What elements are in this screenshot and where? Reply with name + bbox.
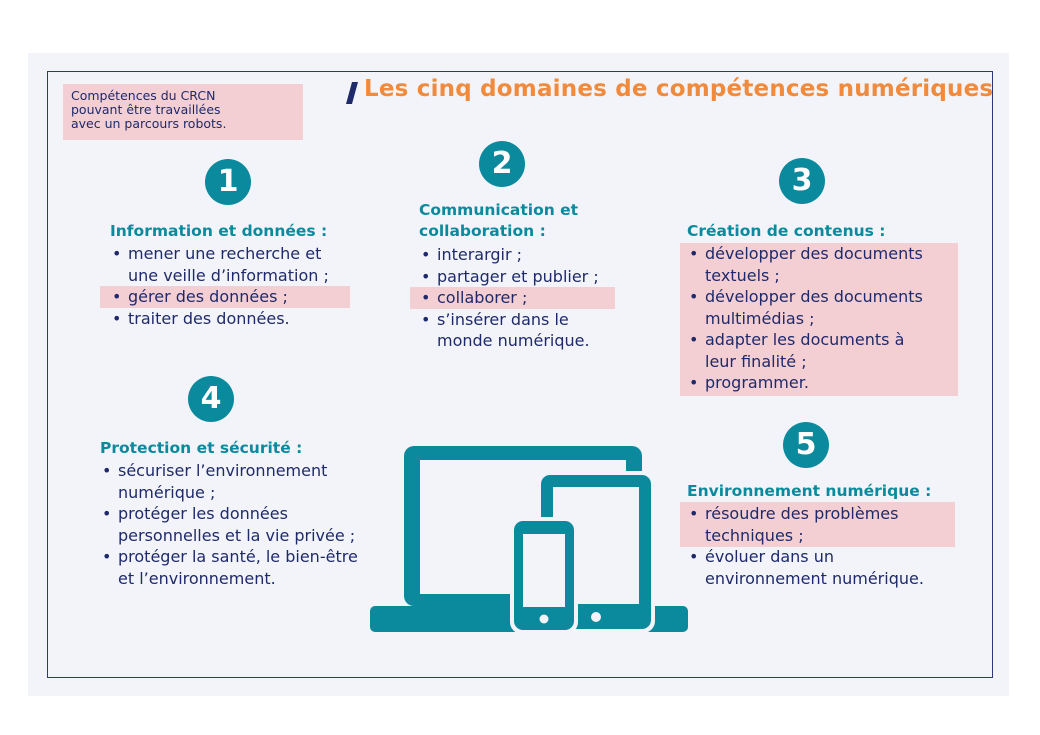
domain-5-list	[687, 503, 924, 589]
list-item: • sécuriser l’environnement numérique ;	[100, 460, 358, 503]
heading-line: Protection et sécurité :	[100, 439, 303, 457]
domain-4-number-badge: 4	[188, 376, 234, 422]
slash-icon	[346, 82, 358, 104]
legend-line: avec un parcours robots.	[71, 116, 227, 131]
heading-line: collaboration :	[419, 222, 546, 240]
list-item: • évoluer dans un environnement numérique.	[687, 546, 924, 589]
list-item: • développer des documents multimédias ;	[687, 286, 923, 329]
devices-icon	[370, 444, 690, 634]
list-item: • interargir ;	[419, 244, 599, 266]
heading-line: Communication et	[419, 201, 579, 219]
domain-5-heading	[687, 481, 931, 502]
list-item: • partager et publier ;	[419, 266, 599, 288]
legend-line: Compétences du CRCN	[71, 88, 216, 103]
domain-3-list	[687, 243, 923, 394]
smartphone-icon	[510, 517, 578, 634]
list-item: • collaborer ;	[419, 287, 599, 309]
list-item: • gérer des données ;	[110, 286, 329, 308]
list-item: • programmer.	[687, 372, 923, 394]
domain-4-list	[100, 460, 358, 589]
list-item: • résoudre des problèmes techniques ;	[687, 503, 924, 546]
list-item: • traiter des données.	[110, 308, 329, 330]
domain-1-list	[110, 243, 329, 329]
domain-2-number-badge: 2	[479, 141, 525, 187]
legend-line: pouvant être travaillées	[71, 102, 221, 117]
domain-4-heading	[100, 438, 302, 459]
domain-5-number-badge: 5	[783, 422, 829, 468]
domain-3-heading	[687, 221, 885, 242]
list-item: • protéger la santé, le bien-être et l’environnement.	[100, 546, 358, 589]
heading-line: Environnement numérique :	[687, 482, 932, 500]
heading-line: Création de contenus :	[687, 222, 886, 240]
list-item: • protéger les données personnelles et la vie privée ;	[100, 503, 358, 546]
list-item: • s’insérer dans le monde numérique.	[419, 309, 599, 352]
heading-line: Information et données :	[110, 222, 328, 240]
page-title: Les cinq domaines de compétences numériques	[364, 76, 994, 102]
domain-1-heading	[110, 221, 327, 242]
list-item: • adapter les documents à leur finalité ;	[687, 329, 923, 372]
domain-2-list	[419, 244, 599, 352]
domain-3-number-badge: 3	[779, 158, 825, 204]
list-item: • mener une recherche et une veille d’information ;	[110, 243, 329, 286]
list-item: • développer des documents textuels ;	[687, 243, 923, 286]
domain-2-heading	[419, 200, 578, 242]
legend-box	[63, 84, 303, 140]
domain-1-number-badge: 1	[205, 159, 251, 205]
